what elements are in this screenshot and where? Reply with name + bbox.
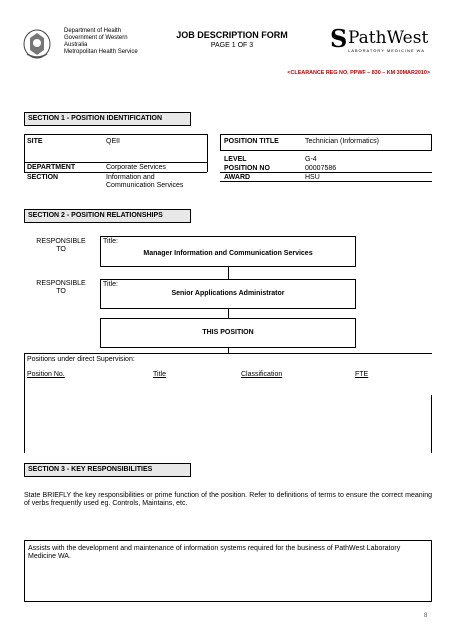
supervision-box (24, 353, 432, 453)
duty-text: Assists with the development and maintenance of information systems required for the business of PathWest Laboratory Medicine WA. (28, 545, 401, 560)
section-label: SECTION (27, 174, 59, 181)
col-classification: Classification (241, 371, 283, 378)
connector-line-1 (228, 267, 229, 279)
clearance-reg: <CLEARANCE REG NO. PPWF – 830 – KM 30MAR2010> (287, 70, 430, 76)
award-label: AWARD (224, 174, 251, 181)
department-name (64, 28, 164, 56)
site-value: QEII (106, 138, 121, 145)
responsible-to-1 (28, 238, 94, 254)
to-label: TO (56, 246, 66, 253)
department-label: DEPARTMENT (27, 164, 76, 171)
col-position-no: Position No. (27, 371, 65, 378)
award-value: HSU (305, 174, 320, 181)
superior-title-1: Manager Information and Communication Services (143, 250, 313, 257)
section-value (106, 174, 183, 190)
to-label: TO (56, 288, 66, 295)
position-no-label: POSITION NO (224, 165, 270, 172)
superior-title-2: Senior Applications Administrator (171, 290, 285, 297)
supervision-box-right-edge (431, 395, 432, 453)
this-position-label: THIS POSITION (202, 329, 254, 336)
section-1-heading: SECTION 1 - POSITION IDENTIFICATION (24, 112, 191, 126)
brand-sub: LABORATORY MEDICINE WA (348, 48, 425, 53)
department-value: Corporate Services (106, 164, 166, 171)
section-3-heading: SECTION 3 - KEY RESPONSIBILITIES (24, 463, 191, 477)
section-value-line: Information and (106, 174, 155, 181)
section-2-heading: SECTION 2 - POSITION RELATIONSHIPS (24, 209, 191, 223)
site-label: SITE (27, 138, 43, 145)
position-no-value: 00007586 (305, 165, 337, 172)
pathwest-logo (330, 26, 430, 56)
level-label: LEVEL (224, 156, 247, 163)
position-title-label: POSITION TITLE (224, 138, 279, 145)
title-label-2: Title: (103, 281, 118, 288)
pathwest-mark-icon: S (330, 24, 348, 53)
supervision-label: Positions under direct Supervision: (27, 356, 135, 363)
form-title: JOB DESCRIPTION FORM (176, 30, 288, 40)
wa-crest-logo (22, 28, 52, 60)
responsible-label: RESPONSIBLE (36, 280, 86, 287)
col-title: Title (153, 371, 166, 378)
responsible-to-2 (28, 280, 94, 296)
brand-main: PathWest (348, 28, 429, 48)
page-number: 8 (424, 613, 428, 619)
section-value-line: Communication Services (106, 182, 184, 189)
col-fte: FTE (355, 371, 369, 378)
title-label-1: Title: (103, 238, 118, 245)
org-line: Department of Health (64, 28, 122, 34)
page-label: PAGE 1 OF 3 (210, 42, 254, 49)
level-value: G-4 (305, 156, 317, 163)
connector-line-2 (228, 309, 229, 318)
responsible-label: RESPONSIBLE (36, 238, 86, 245)
org-line: Metropolitan Health Service (64, 49, 138, 55)
org-line: Government of Western (64, 35, 128, 41)
position-title-value: Technician (Informatics) (305, 138, 379, 145)
org-line: Australia (64, 42, 88, 48)
section-3-intro: State BRIEFLY the key responsibilities or prime function of the position. Refer to definitions of terms to ensure the correct meaning of verbs frequently used eg. Controls, Maintains, etc. (24, 492, 432, 507)
